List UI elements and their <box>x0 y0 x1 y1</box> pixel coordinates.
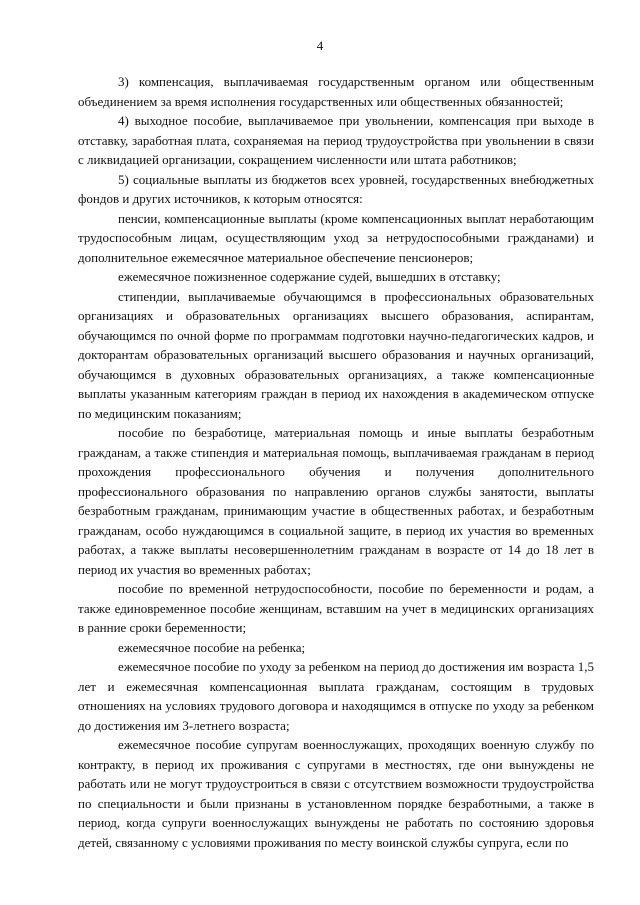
paragraph-stipends: стипендии, выплачиваемые обучающимся в профессиональных образовательных организациях и образовательных организациях высшего образования, аспирантам, обучающимся по очной форме по программам подготовки научно-педагогических кадров, и докторантам образовательных организаций высшего образования и научных организаций, обучающимся в духовных образовательных организациях, а также компенсационные выплаты указанным категориям граждан в период их нахождения в академическом отпуске по медицинским показаниям; <box>78 288 594 421</box>
paragraph-judges-allowance: ежемесячное пожизненное содержание судей, вышедших в отставку; <box>118 269 501 284</box>
paragraph-military-spouse-benefit: ежемесячное пособие супругам военнослужащих, проходящих военную службу по контракту, в период их проживания с супругами в местностях, где они вынуждены не работать или не могут трудоустроиться в связи с отсутствием возможности трудоустройства по специальности и были признаны в установленном порядке безработными, а также в период, когда супруги военнослужащих вынуждены не работать по состоянию здоровья детей, связанному с условиями проживания по месту воинской службы супруга, если по <box>78 737 594 850</box>
paragraph-pensions: пенсии, компенсационные выплаты (кроме компенсационных выплат неработающим трудоспособным лицам, осуществляющим уход за нетрудоспособными гражданами) и дополнительное ежемесячное материальное обеспечение пенсионеров; <box>78 210 594 265</box>
paragraph-childcare-benefit: ежемесячное пособие по уходу за ребенком на период до достижения им возраста 1,5 лет и ежемесячная компенсационная выплата гражданам, состоящим в трудовых отношениях на условиях трудового договора и находящимся в отпуске по уходу за ребенком до достижения им 3-летнего возраста; <box>78 659 594 733</box>
page-number: 4 <box>316 38 324 53</box>
paragraph-item-4: 4) выходное пособие, выплачиваемое при увольнении, компенсация при выходе в отставку, заработная плата, сохраняемая на период трудоустройства при увольнении в связи с ликвидацией организации, сокращением численности или штата работников; <box>78 113 594 167</box>
body-text <box>78 72 594 852</box>
paragraph-sick-leave-benefit: пособие по временной нетрудоспособности, пособие по беременности и родам, а также единовременное пособие женщинам, вставшим на учет в медицинских организациях в ранние сроки беременности; <box>78 581 594 635</box>
paragraph-child-benefit: ежемесячное пособие на ребенка; <box>118 639 306 655</box>
paragraph-item-5: 5) социальные выплаты из бюджетов всех уровней, государственных внебюджетных фондов и других источников, к которым относятся: <box>78 171 594 206</box>
paragraph-unemployment-benefit: пособие по безработице, материальная помощь и иные выплаты безработным гражданам, а также стипендия и материальная помощь, выплачиваемая гражданам в период прохождения профессионального обучения и получения дополнительного профессионального образования по направлению органов службы занятости, выплаты безработным гражданам, принимающим участие в общественных работах, и безработным гражданам, особо нуждающимся в социальной защите, в период их участия во временных работах, а также выплаты несовершеннолетним гражданам в возрасте от 14 до 18 лет в период их участия во временных работах; <box>78 425 594 577</box>
paragraph-item-3: 3) компенсация, выплачиваемая государственным органом или общественным объединением за время исполнения государственных или общественных обязанностей; <box>78 74 594 109</box>
